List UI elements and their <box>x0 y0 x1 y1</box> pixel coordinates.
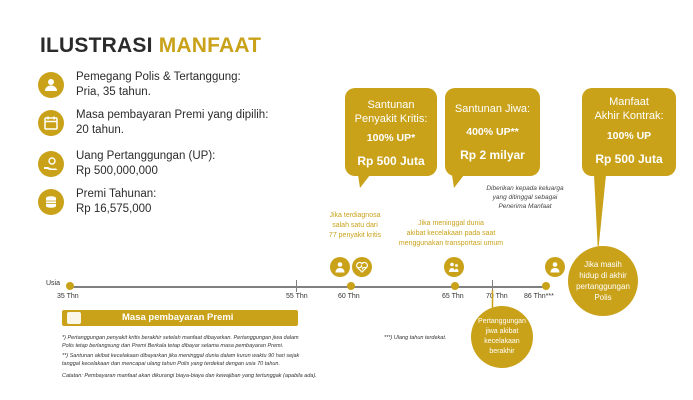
circle-line: Polis <box>594 293 612 302</box>
info-value: Pria, 35 tahun. <box>76 86 151 98</box>
annotation-line: Jika terdiagnosa <box>329 212 381 219</box>
timeline-label: 86 Thn*** <box>524 293 554 300</box>
info-item-pemegang-polis <box>38 70 241 100</box>
footnote-1 <box>62 334 372 350</box>
bubble-santunan-jiwa <box>445 88 540 176</box>
timeline-dot <box>542 282 550 290</box>
bubble-heading: Santunan <box>367 99 415 111</box>
info-item-premi-tahunan <box>38 187 156 217</box>
bubble-percentage: 100% UP <box>606 130 652 142</box>
circle-line: jiwa akibat <box>485 328 519 335</box>
info-value: Rp 500,000,000 <box>76 165 158 177</box>
annotation-line: salah satu dari <box>332 222 378 229</box>
footnote-catatan: Catatan: Pembayaran manfaat akan dikurangi biaya-biaya dan kewajiban yang tertunggak (apabila ada). <box>62 373 317 379</box>
annotation-penerima-manfaat <box>470 184 580 211</box>
timeline-dot <box>451 282 459 290</box>
circle-line: pertanggungan <box>576 282 630 291</box>
calendar-icon <box>38 110 64 136</box>
coins-icon <box>38 189 64 215</box>
info-item-uang-pertanggungan <box>38 149 215 179</box>
circle-line: Jika masih <box>584 260 622 269</box>
info-value: 20 tahun. <box>76 124 124 136</box>
circle-masih-hidup <box>568 246 638 316</box>
annotation-kecelakaan <box>396 219 506 249</box>
bubble-amount: Rp 2 milyar <box>460 148 525 162</box>
bubble-santunan-penyakit-kritis <box>345 88 437 176</box>
info-value: Rp 16,575,000 <box>76 203 152 215</box>
bubble-heading: Akhir Kontrak: <box>594 110 664 122</box>
heart-pulse-icon <box>352 257 372 277</box>
bubble-heading: Manfaat <box>609 96 649 108</box>
info-label: Masa pembayaran Premi yang dipilih: <box>76 109 269 121</box>
circle-line: kecelakaan <box>484 338 520 345</box>
bubble-percentage: 400% UP** <box>466 126 519 138</box>
people-icon <box>38 72 64 98</box>
family-icon <box>444 257 464 277</box>
footnote-line: **) Santunan akibat kecelakaan dibayarkan jika meninggal dunia dalam kurun waktu 90 hari sejak <box>62 353 300 359</box>
person-icon <box>330 257 350 277</box>
annotation-line: menggunakan transportasi umum <box>398 240 504 247</box>
annotation-line: yang ditinggal sebagai <box>492 194 558 201</box>
axis-label: Usia <box>46 280 61 287</box>
timeline-label: 60 Thn <box>338 293 360 300</box>
circle-line: hidup di akhir <box>579 271 627 280</box>
title-part1: ILUSTRASI <box>40 34 153 57</box>
annotation-line: Jika meninggal dunia <box>418 220 484 227</box>
timeline-dot <box>66 282 74 290</box>
info-label: Premi Tahunan: <box>76 188 157 200</box>
info-item-masa-pembayaran <box>38 108 268 138</box>
bubble-pointer <box>358 175 372 189</box>
timeline-label: 65 Thn <box>442 293 464 300</box>
timeline-label: 35 Thn <box>57 293 79 300</box>
timeline-label: 70 Thn <box>486 293 508 300</box>
annotation-line: akibat kecelakaan pada saat <box>406 230 496 237</box>
coins-icon <box>67 312 81 324</box>
circle-pertanggungan-berakhir <box>471 306 533 368</box>
circle-line: berakhir <box>489 348 515 355</box>
money-hand-icon <box>38 151 64 177</box>
person-icon <box>545 257 565 277</box>
info-label: Pemegang Polis & Tertanggung: <box>76 71 241 83</box>
info-label: Uang Pertanggungan (UP): <box>76 150 216 162</box>
bubble-pointer <box>452 175 466 189</box>
title-part2: MANFAAT <box>158 34 262 57</box>
bubble-manfaat-akhir-kontrak <box>582 88 676 176</box>
annotation-line: Penerima Manfaat <box>498 203 552 210</box>
connector-line <box>491 290 494 308</box>
circle-line: Pertanggungan <box>478 318 526 325</box>
timeline-label: 55 Thn <box>286 293 308 300</box>
bubble-amount: Rp 500 Juta <box>595 152 663 166</box>
annotation-line: 77 penyakit kritis <box>328 232 382 239</box>
footnote-line: tanggal kecelakaan dan mencapai ulang tahun Polis yang terdekat dengan usia 70 tahun. <box>62 361 281 367</box>
bubble-pointer <box>594 175 608 255</box>
footnote-line: *) Pertanggungan penyakit kritis berakhir setelah manfaat dibayarkan. Pertanggungan jiwa dalam <box>62 335 299 341</box>
premium-period-label: Masa pembayaran Premi <box>122 312 234 323</box>
timeline-tick <box>296 280 297 292</box>
timeline-dot <box>347 282 355 290</box>
bubble-percentage: 100% UP* <box>366 132 416 144</box>
annotation-penyakit-kritis <box>312 211 398 241</box>
premium-period-bar <box>62 310 298 326</box>
bubble-heading: Santunan Jiwa: <box>454 103 531 115</box>
timeline-axis <box>70 286 546 288</box>
footnote-3: ***) Ulang tahun terdekat. <box>384 335 447 341</box>
bubble-heading: Penyakit Kritis: <box>354 113 428 125</box>
annotation-line: Diberikan kepada keluarga <box>486 185 564 192</box>
footnote-2 <box>62 352 372 368</box>
bubble-amount: Rp 500 Juta <box>357 154 425 168</box>
footnote-line: Polis tetap berlangsung dan Premi Berkala tetap dibayar selama masa pembayaran Premi. <box>62 343 284 349</box>
page-title <box>40 34 261 58</box>
